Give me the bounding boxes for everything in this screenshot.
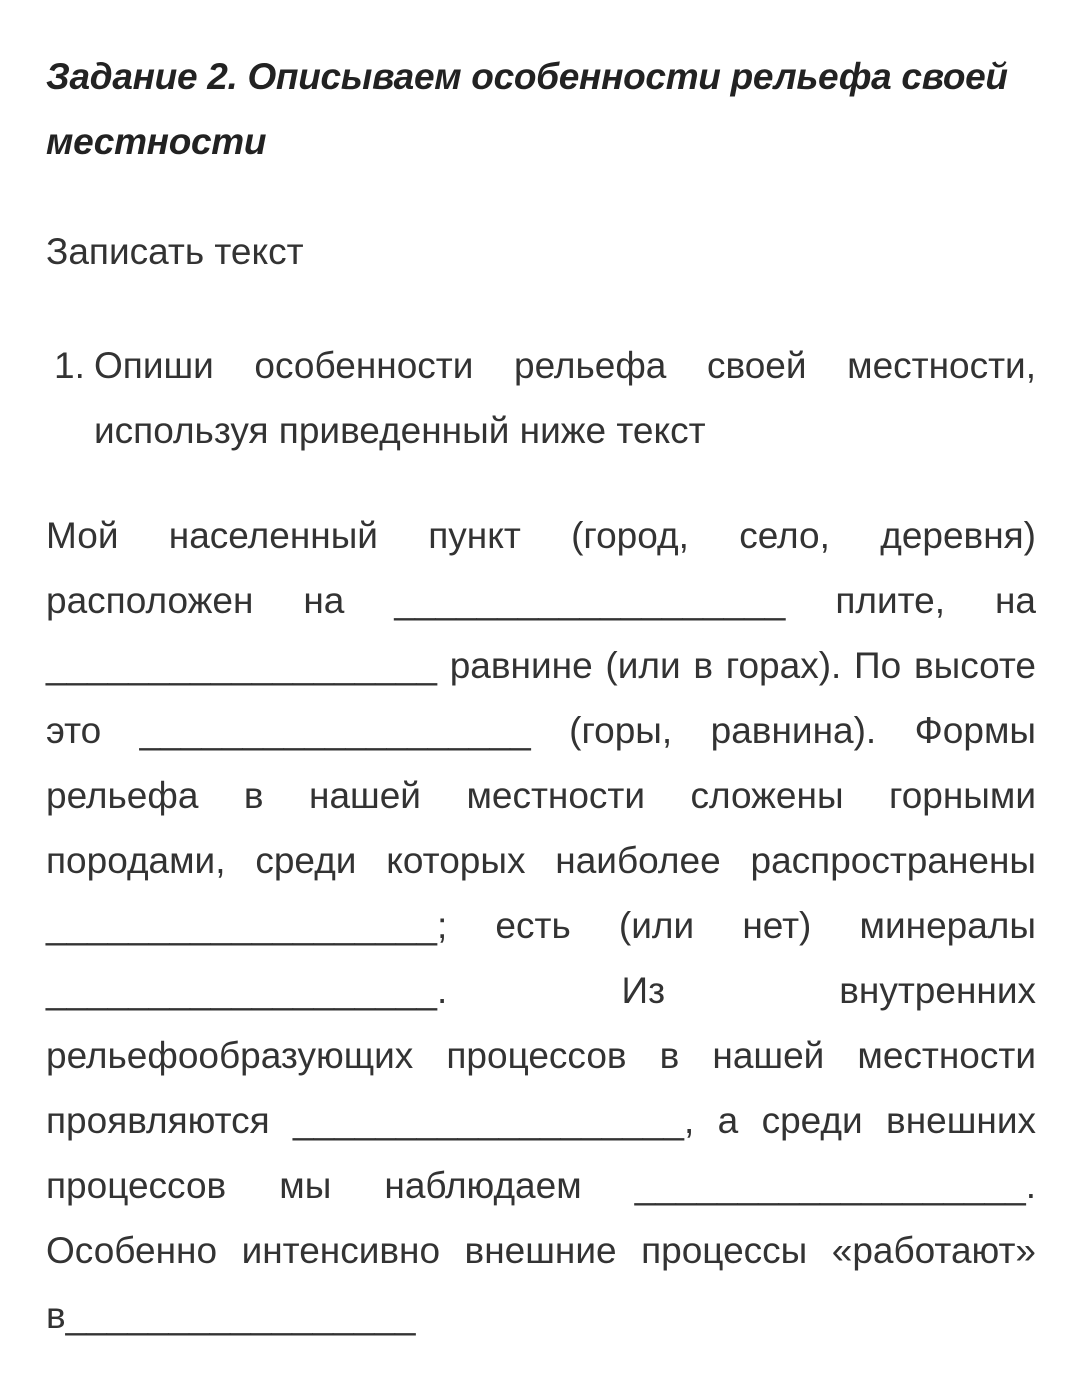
instruction-number: 1. xyxy=(54,345,85,386)
instruction-list-item xyxy=(46,333,1036,463)
task-title: Задание 2. Описываем особенности рельефа своей местности xyxy=(46,56,1008,162)
instruction-text: Опиши особенности рельефа своей местности, используя приведенный ниже текст xyxy=(94,345,1036,451)
fill-in-paragraph: Мой населенный пункт (город, село, деревня) расположен на ___________________ плите, на ___________________ равнине (или в горах). По высоте это ___________________ (горы, равнина). Формы рельефа в нашей местности сложены горными породами, среди которых наиболее распространены ___________________; есть (или нет) минералы ___________________. Из внутренних рельефообразующих процессов в нашей местности проявляются ___________________, а среди внешних процессов мы наблюдаем ___________________. Особенно интенсивно внешние процессы «работают» в_________________ xyxy=(46,515,1036,1336)
task-subtitle: Записать текст xyxy=(46,231,304,272)
